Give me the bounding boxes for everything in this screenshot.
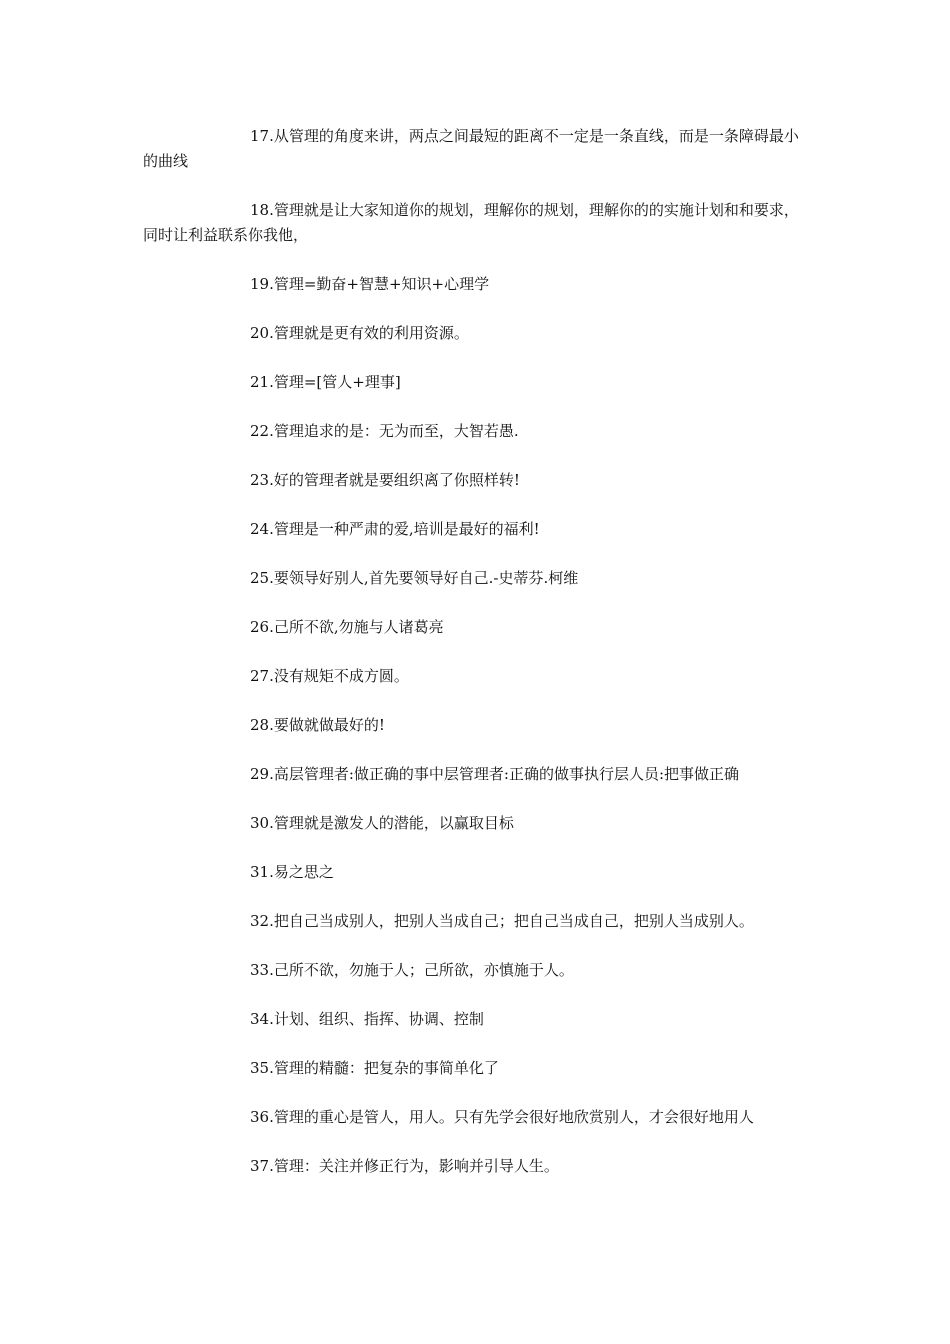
- list-item: 19.管理=勤奋+智慧+知识+心理学: [250, 275, 490, 293]
- list-item: 37.管理：关注并修正行为，影响并引导人生。: [250, 1157, 559, 1175]
- list-item: 36.管理的重心是管人，用人。只有先学会很好地欣赏别人，才会很好地用人: [250, 1108, 754, 1126]
- list-item: 22.管理追求的是：无为而至，大智若愚.: [250, 422, 519, 440]
- list-item: 27.没有规矩不成方圆。: [250, 667, 409, 685]
- list-item: 31.易之思之: [250, 863, 334, 881]
- list-item: 30.管理就是激发人的潜能，以赢取目标: [250, 814, 514, 832]
- list-item: 35.管理的精髓：把复杂的事简单化了: [250, 1059, 499, 1077]
- list-item: 20.管理就是更有效的利用资源。: [250, 324, 469, 342]
- list-item: 26.己所不欲,勿施与人诸葛亮: [250, 618, 444, 636]
- list-item: 32.把自己当成别人，把别人当成自己；把自己当成自己，把别人当成别人。: [250, 912, 754, 930]
- document-body: [143, 124, 810, 1203]
- list-item: 34.计划、组织、指挥、协调、控制: [250, 1010, 484, 1028]
- list-item: 28.要做就做最好的!: [250, 716, 385, 734]
- list-item: 23.好的管理者就是要组织离了你照样转!: [250, 471, 520, 489]
- list-item: 25.要领导好别人,首先要领导好自己.-史蒂芬.柯维: [250, 569, 579, 587]
- list-item: 24.管理是一种严肃的爱,培训是最好的福利!: [250, 520, 540, 538]
- list-item: 18.管理就是让大家知道你的规划，理解你的规划，理解你的的实施计划和和要求，同时让利益联系你我他，: [143, 201, 799, 244]
- list-item: 33.己所不欲，勿施于人；己所欲，亦慎施于人。: [250, 961, 574, 979]
- list-item: 29.高层管理者:做正确的事中层管理者:正确的做事执行层人员:把事做正确: [250, 765, 740, 783]
- list-item: 17.从管理的角度来讲，两点之间最短的距离不一定是一条直线，而是一条障碍最小的曲线: [143, 127, 799, 170]
- list-item: 21.管理=[管人+理事]: [250, 373, 401, 391]
